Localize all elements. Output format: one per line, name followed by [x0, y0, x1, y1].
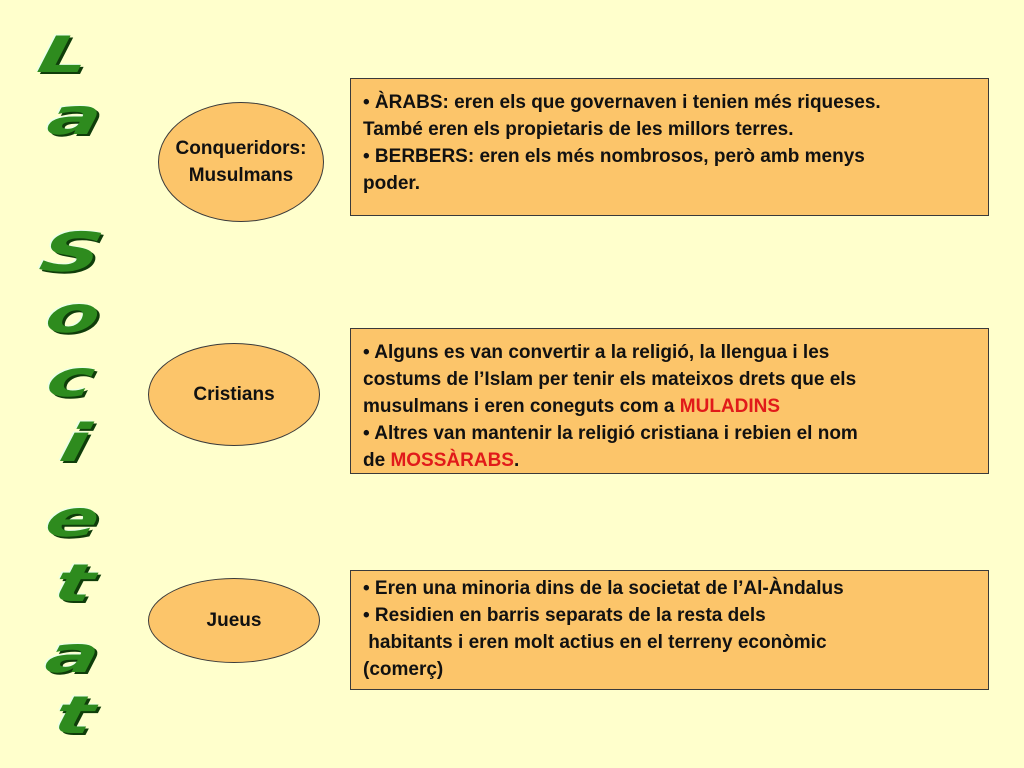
box-line: • Altres van mantenir la religió cristiana i rebien el nom: [363, 423, 858, 444]
title-letter: e: [40, 490, 106, 548]
title-letter: L: [33, 26, 95, 84]
box-line: habitants i eren molt actius en el terreny econòmic: [363, 632, 827, 653]
title-letter: o: [40, 286, 106, 344]
oval-conqueridors: [158, 102, 324, 222]
term-mossarabs: MOSSÀRABS: [390, 450, 514, 471]
box-line: També eren els propietaris de les millors terres.: [363, 119, 794, 140]
oval-jueus: [148, 578, 320, 663]
term-muladins: MULADINS: [679, 396, 781, 417]
oval-cristians: [148, 343, 320, 446]
oval-label: Cristians: [193, 384, 275, 405]
box-line: [363, 447, 978, 474]
box-line: (comerç): [363, 659, 444, 680]
vertical-title: [0, 0, 150, 768]
title-letter: a: [40, 626, 106, 684]
oval-label-line2: Musulmans: [188, 165, 294, 186]
title-letter: S: [34, 221, 109, 284]
box-line: • ÀRABS: eren els que governaven i tenien més riqueses.: [363, 92, 881, 113]
box-line: • Alguns es van convertir a la religió, la llengua i les: [363, 342, 830, 363]
oval-label-line1: Conqueridors:: [175, 138, 307, 159]
title-letter: i: [54, 414, 96, 474]
box-line: • Eren una minoria dins de la societat de l’Al-Àndalus: [363, 578, 844, 599]
box-conqueridors: [350, 78, 989, 216]
oval-label: Jueus: [206, 610, 262, 631]
box-line: • Residien en barris separats de la resta dels: [363, 605, 766, 626]
title-letter: c: [41, 350, 100, 408]
text-segment: de: [363, 450, 391, 471]
text-segment: .: [513, 450, 520, 471]
title-letter: t: [48, 554, 101, 614]
box-line: costums de l’Islam per tenir els mateixos drets que els: [363, 369, 857, 390]
title-letter: a: [42, 88, 108, 146]
box-line: poder.: [363, 173, 421, 194]
box-cristians: [350, 328, 989, 474]
box-line: • BERBERS: eren els més nombrosos, però amb menys: [363, 146, 865, 167]
box-line: [363, 393, 978, 420]
title-letter: t: [48, 686, 101, 746]
text-segment: musulmans i eren coneguts com a: [363, 396, 680, 417]
box-jueus: [350, 570, 989, 690]
